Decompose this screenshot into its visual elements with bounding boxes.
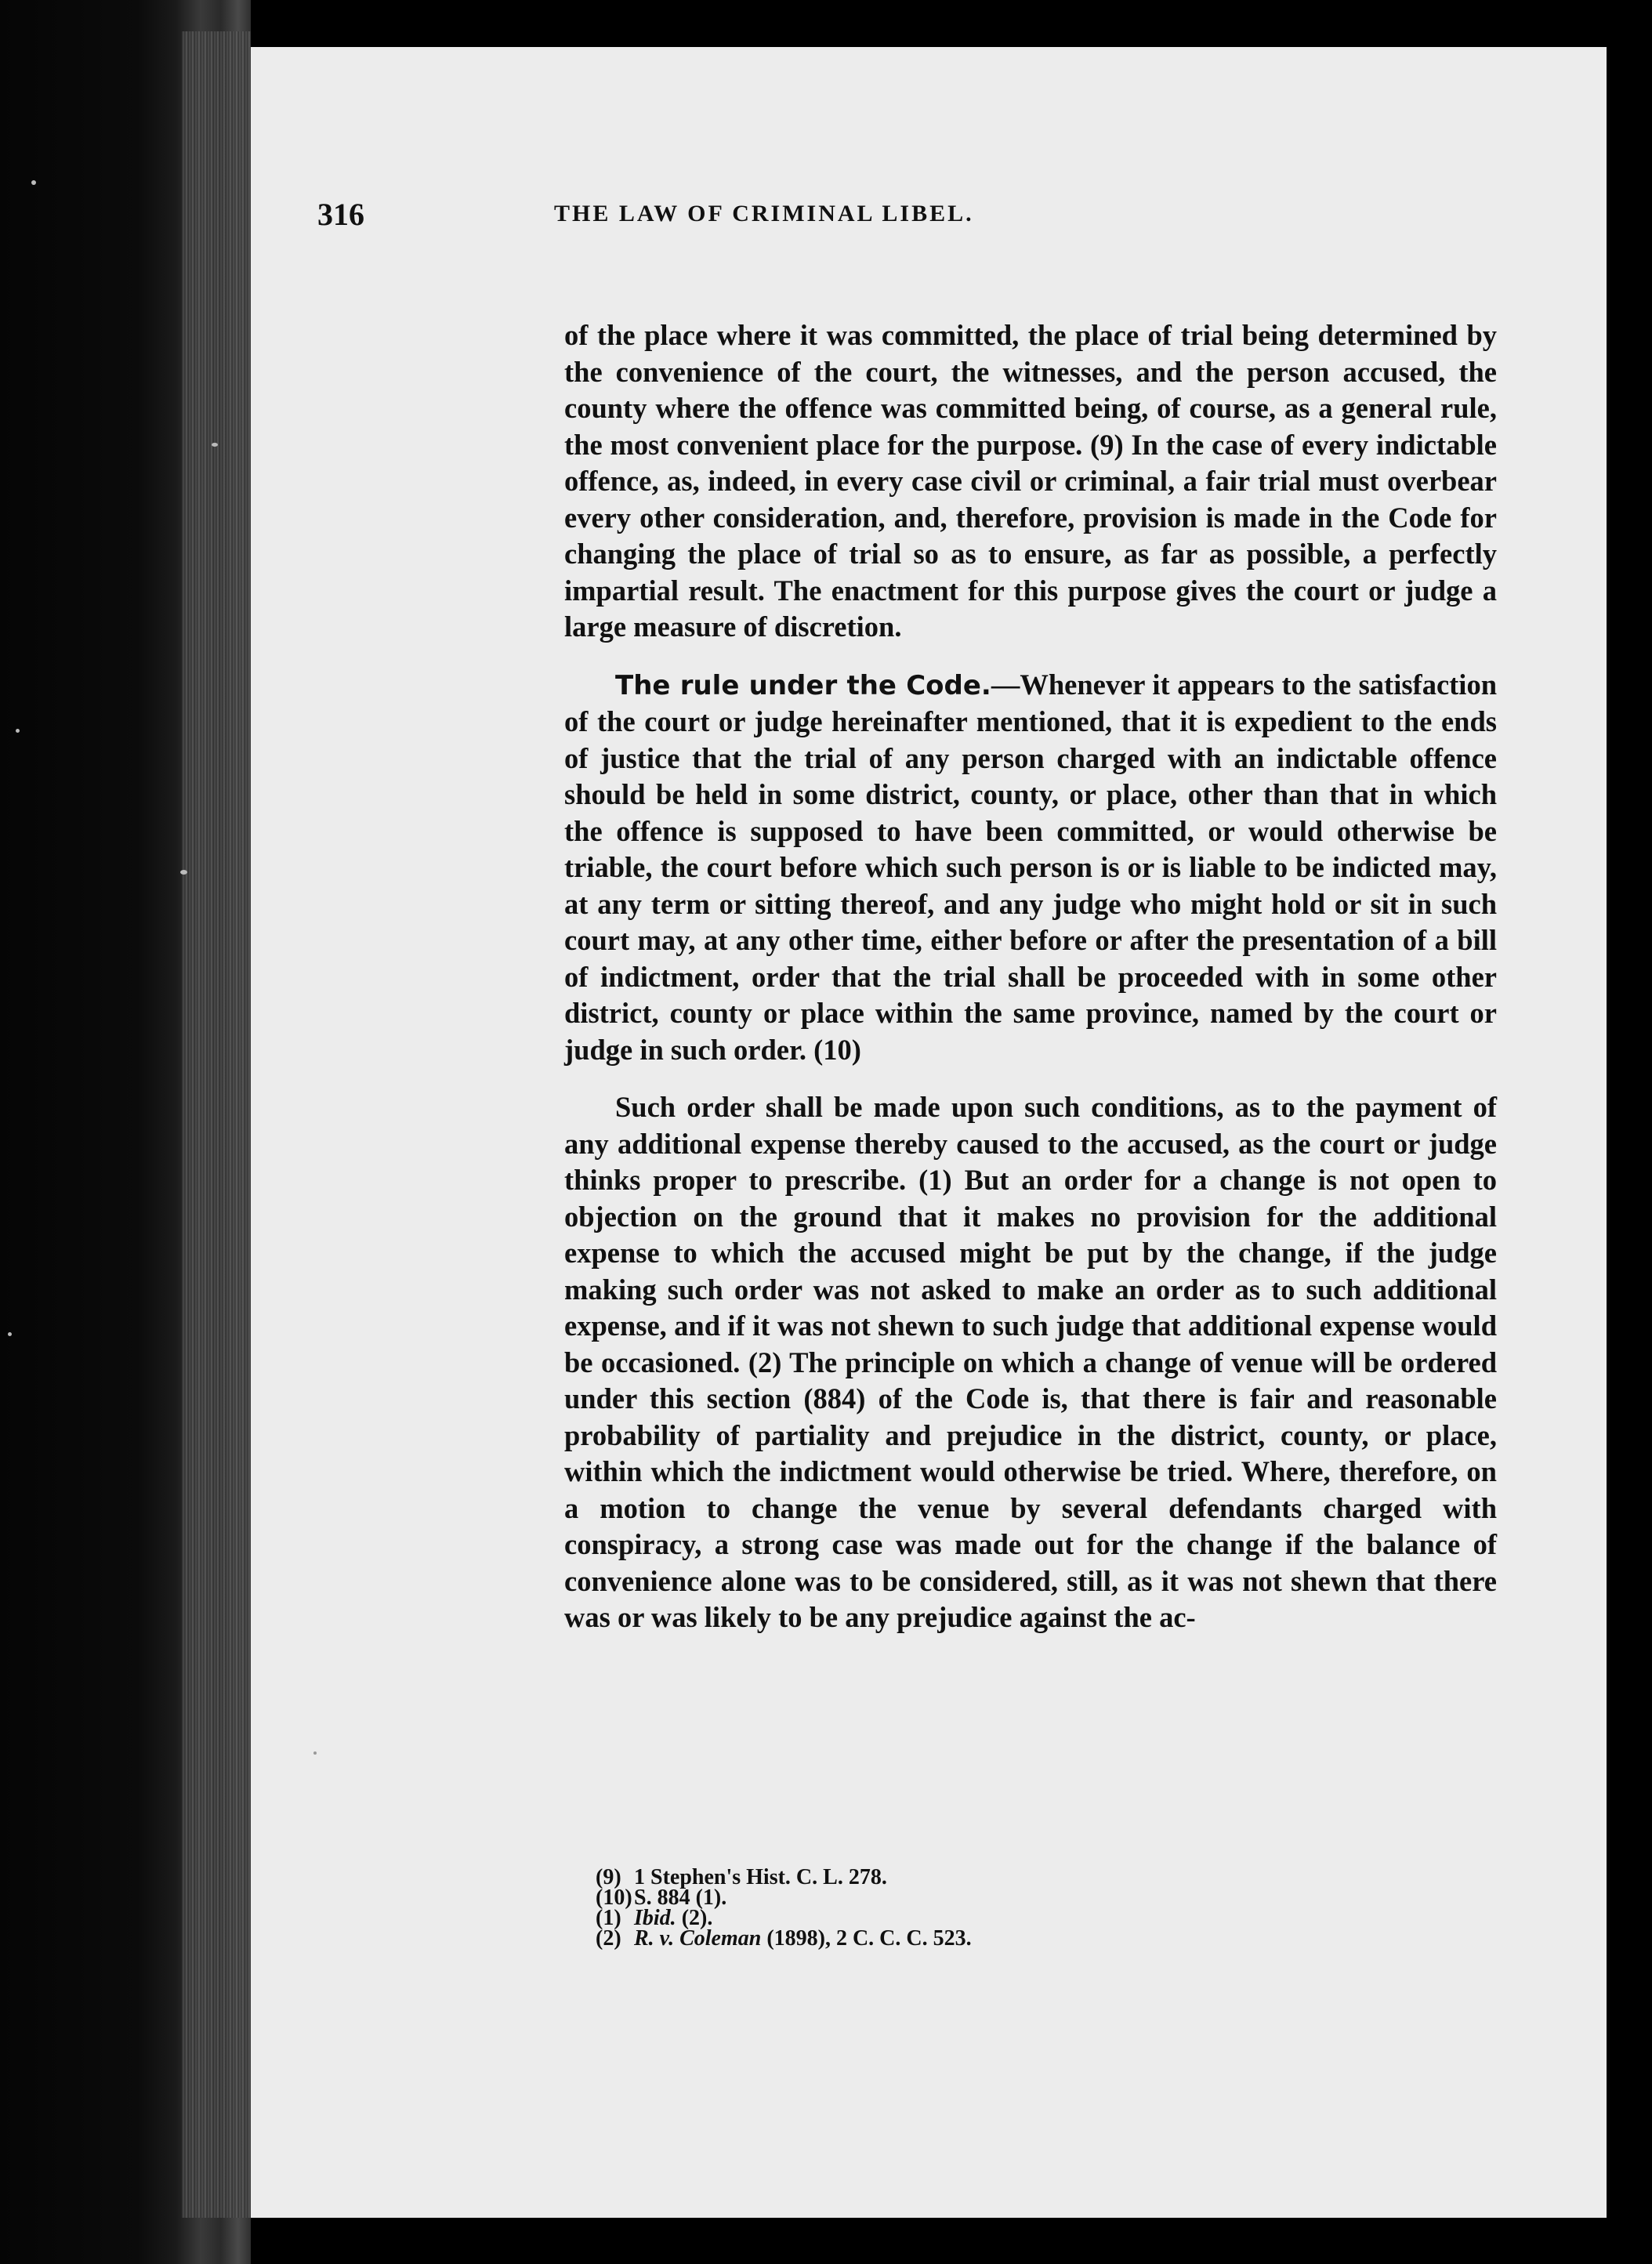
footnote-number: (2) (596, 1926, 621, 1951)
scan-speck (31, 180, 36, 185)
footnote-text: S. 884 (1). (634, 1885, 727, 1910)
scan-speck (313, 1751, 317, 1755)
footnotes (596, 1867, 1301, 1949)
footnote-citation-italic: Ibid. (634, 1906, 676, 1930)
footnote-number: (10) (596, 1885, 632, 1910)
footnote-text: (1898), 2 C. C. C. 523. (761, 1926, 972, 1951)
body-text (564, 317, 1497, 1636)
scan-speck (16, 729, 20, 733)
paragraph-rule-body: —Whenever it appears to the satisfaction of the court or judge hereinafter mentioned, that it is expedient to the ends of justice that the trial of any person charged with an indictable offence should be held in some district, county, or place, other than that in which the offence is supposed to have been committed, or would otherwise be triable, the court before which such person is or is liable to be indicted may, at any term or sitting thereof, and any judge who might hold or sit in such court may, at any other time, either before or after the presentation of a bill of indictment, order that the trial shall be proceeded with in some other district, county or place within the same province, named by the court or judge in such order. (10) (564, 668, 1497, 1066)
section-heading: The rule under the Code. (615, 669, 991, 701)
footnote-text: (2). (676, 1906, 713, 1930)
footnote-citation-italic: R. v. Coleman (634, 1926, 762, 1951)
footnote-text: 1 Stephen's Hist. C. L. 278. (634, 1865, 887, 1889)
footnote-number: (1) (596, 1906, 621, 1930)
page-number: 316 (317, 197, 364, 232)
footnote-number: (9) (596, 1865, 621, 1889)
running-head: THE LAW OF CRIMINAL LIBEL. (554, 201, 974, 226)
paragraph-order-conditions: Such order shall be made upon such conditions, as to the payment of any additional expense thereby caused to the accused, as the court or judge thinks proper to prescribe. (1) But an order for a change is not open to objection on the ground that it makes no provision for the additional expense to which the accused might be put by the change, if the judge making such order was not asked to make an order as to such additional expense, and if it was not shewn to such judge that additional expense would be occasioned. (2) The principle on which a change of venue will be ordered under this section (884) of the Code is, that there is fair and reasonable probability of partiality and prejudice in the district, county, or place, within which the indictment would otherwise be tried. Where, therefore, on a motion to change the venue by several defendants charged with conspiracy, a strong case was made out for the change if the balance of convenience alone was to be considered, still, as it was not shewn that there was or was likely to be any prejudice against the ac- (564, 1091, 1497, 1633)
paragraph-continuation: of the place where it was committed, the place of trial being determined by the convenience of the court, the witnesses, and the person accused, the county where the offence was committed being, of course, as a general rule, the most convenient place for the purpose. (9) In the case of every indictable offence, as, indeed, in every case civil or criminal, a fair trial must overbear every other consideration, and, therefore, provision is made in the Code for changing the place of trial so as to ensure, as far as possible, a perfectly impartial result. The enactment for this purpose gives the court or judge a large measure of discretion. (564, 319, 1497, 643)
paragraph-rule-under-code (564, 667, 1497, 1069)
page-edges (182, 31, 251, 2218)
footnote (596, 1926, 1301, 1951)
scan-speck (8, 1332, 12, 1336)
scan-speck (212, 443, 218, 447)
scan-speck (180, 870, 187, 875)
page-header (317, 196, 1179, 251)
